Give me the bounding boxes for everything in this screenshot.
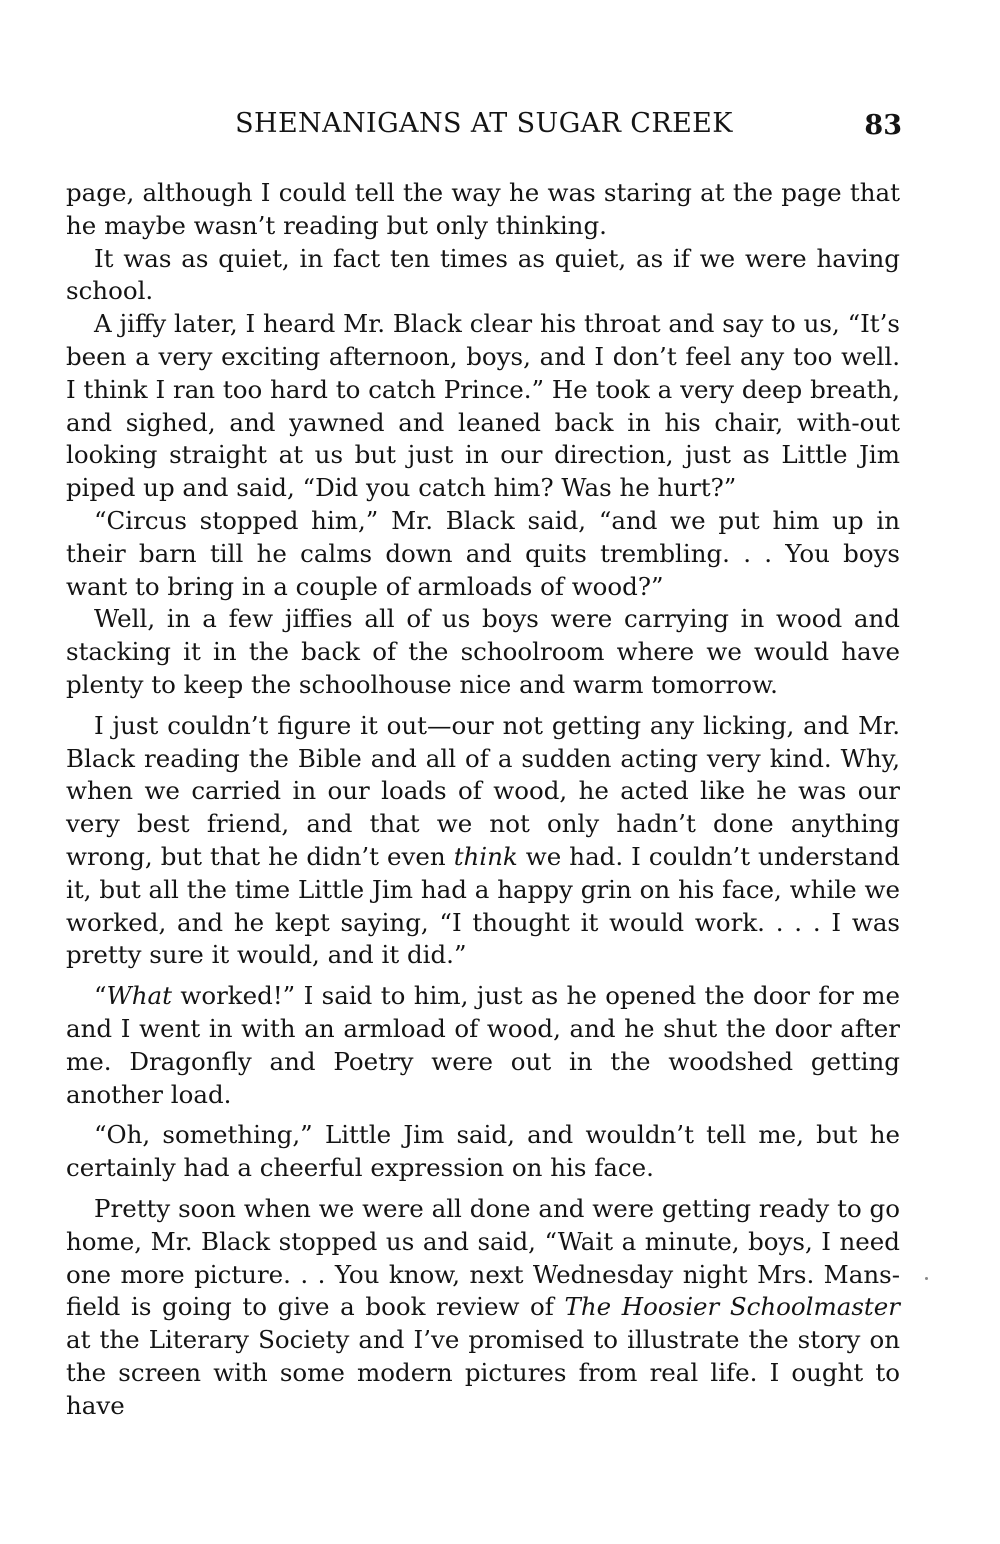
text-run: worked!” I said to him, just as he opened the door for me and I went in with an armload of wood, and he shut the door after me. Dragonfly and Poetry were out in the woodshed getting another load.: [66, 981, 900, 1109]
text-run: Pretty soon when we were all done and were getting ready to go home, Mr. Black stopped us and said, “Wait a minute, boys, I need one more picture. . . You know, next Wednesday night Mrs. Mans-field is going to give a book review of: [66, 1193, 900, 1322]
text-run: A jiffy later, I heard Mr. Black clear his throat and say to us, “It’s been a very exciting afternoon, boys, and I don’t feel any too well. I think I ran too hard to catch Prince.” He took a very deep breath, and sighed, and yawned and leaned back in his chair, with-out looking straight at us but just in our direction, just as Little Jim piped up and said, “Did you catch him? Was he hurt?”: [66, 309, 900, 503]
text-run: page, although I could tell the way he was staring at the page that he maybe wasn’t reading but only thinking.: [66, 178, 900, 240]
paragraph: [66, 1119, 900, 1185]
text-run: “Circus stopped him,” Mr. Black said, “and we put him up in their barn till he calms down and quits trembling. . . You boys want to bring in a couple of armloads of wood?”: [66, 505, 900, 601]
text-run: we had. I couldn’t understand it, but all the time Little Jim had a happy grin on his face, while we worked, and he kept saying, “I thought it would work. . . . I was pretty sure it would, and it did.”: [66, 841, 900, 970]
paragraph: [66, 1193, 900, 1423]
body-text: [66, 177, 900, 1422]
text-run: “Oh, something,” Little Jim said, and wouldn’t tell me, but he certainly had a cheerful expression on his face.: [66, 1120, 900, 1183]
italic-text: The Hoosier Schoolmaster: [564, 1292, 900, 1322]
paragraph: [66, 505, 900, 603]
paragraph: [66, 243, 900, 309]
paragraph: [66, 177, 900, 243]
running-head: [66, 108, 902, 148]
paragraph: [66, 308, 900, 505]
paragraph: [66, 603, 900, 701]
text-run: “: [94, 981, 107, 1011]
italic-text: What: [106, 981, 172, 1011]
paragraph: [66, 710, 900, 972]
text-run: at the Literary Society and I’ve promised to illustrate the story on the screen with some modern pictures from real life. I ought to have: [66, 1325, 900, 1420]
text-run: Well, in a few jiffies all of us boys were carrying in wood and stacking it in the back of the schoolroom where we would have plenty to keep the schoolhouse nice and warm tomorrow.: [66, 604, 900, 699]
text-run: I just couldn’t figure it out—our not getting any licking, and Mr. Black reading the Bible and all of a sudden acting very kind. Why, when we carried in our loads of wood, he acted like he was our very best friend, and that we not only hadn’t done anything wrong, but that he didn’t even: [66, 710, 900, 871]
paragraph: [66, 980, 900, 1111]
page-number: 83: [864, 110, 902, 141]
italic-text: think: [453, 841, 518, 871]
paper-speck: [925, 1277, 928, 1280]
text-run: It was as quiet, in fact ten times as quiet, as if we were having school.: [66, 243, 900, 306]
running-title: SHENANIGANS AT SUGAR CREEK: [235, 108, 733, 139]
